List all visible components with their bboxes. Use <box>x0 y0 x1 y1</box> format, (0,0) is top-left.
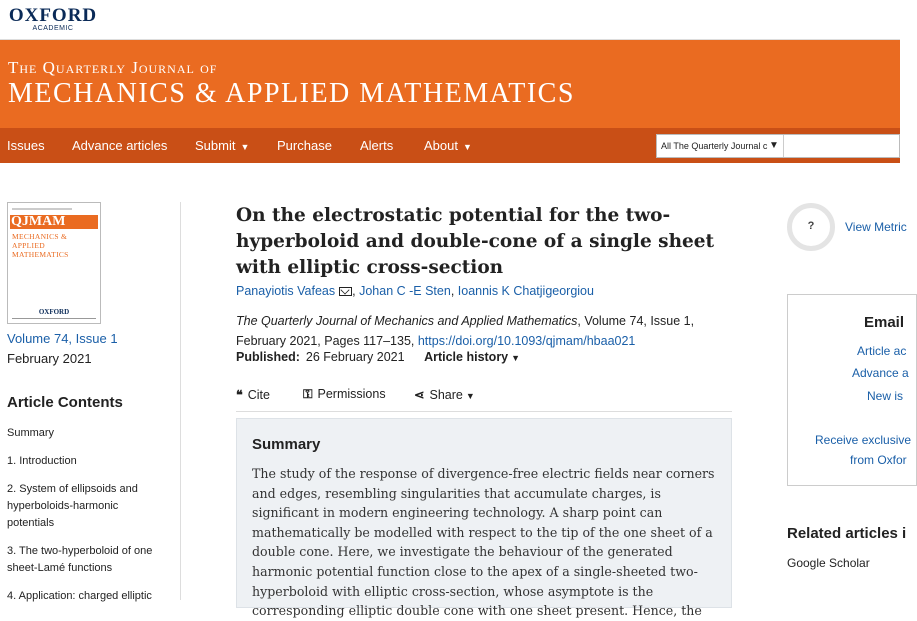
search-box <box>656 134 900 158</box>
published-label: Published: <box>236 350 300 364</box>
banner-line-1: The Quarterly Journal of <box>8 58 218 77</box>
toc-item-introduction[interactable]: 1. Introduction <box>7 455 77 467</box>
quote-icon: ❝ <box>236 388 243 402</box>
google-scholar-link[interactable]: Google Scholar <box>787 556 870 570</box>
nav-advance-articles[interactable]: Advance articles <box>72 138 168 153</box>
altmetric-badge[interactable]: ? <box>787 203 835 251</box>
chevron-down-icon: ▼ <box>240 142 250 152</box>
article-history-toggle[interactable]: Article history ▼ <box>424 350 521 364</box>
summary-heading: Summary <box>252 436 321 453</box>
related-articles-heading: Related articles i <box>787 525 907 542</box>
author-link[interactable]: Johan C -E Sten <box>359 284 451 298</box>
table-of-contents <box>7 425 167 616</box>
article-title: On the electrostatic potential for the two-hyperboloid and double-cone of a single sheet with elliptic cross-section <box>236 205 715 278</box>
chevron-down-icon: ▼ <box>462 142 472 152</box>
column-divider <box>180 202 181 600</box>
toc-item-section-4[interactable]: 4. Application: charged elliptic <box>7 590 152 602</box>
cover-publisher: OXFORD <box>38 308 70 316</box>
issue-date: February 2021 <box>7 351 92 366</box>
banner-line-2: MECHANICS & APPLIED MATHEMATICS <box>8 78 575 109</box>
nav-purchase[interactable]: Purchase <box>277 138 332 153</box>
summary-text: The study of the response of divergence-free electric fields near corners and edges, resembling singularities that accumulate charges, is significant in modern engineering technology. A sharp point can mathematically be modelled with respect to the tip of the one sheet of a double cone. Here, we investigate the behaviour of the generated harmonic potential function close to the apex of a single-sheeted two-hyperboloid with elliptic cross-section, whose asymptote is the corresponding elliptic double cone with one sheet present. Hence, the <box>252 466 715 619</box>
published-line <box>236 350 520 364</box>
logo-sub: ACADEMIC <box>32 25 74 32</box>
chevron-down-icon: ▼ <box>465 391 475 401</box>
citation-journal: The Quarterly Journal of Mechanics and Applied Mathematics <box>236 314 578 328</box>
toc-item-summary[interactable]: Summary <box>7 427 55 439</box>
mail-icon[interactable] <box>339 287 352 296</box>
author-link[interactable]: Panayiotis Vafeas <box>236 284 336 298</box>
view-metrics-link[interactable]: View Metric <box>845 220 907 234</box>
cover-abbr: QJMAM <box>11 214 66 229</box>
permissions-button[interactable]: ⚿ Permissions <box>303 387 386 401</box>
alert-link-from-oxford[interactable]: from Oxfor <box>850 453 907 467</box>
share-button[interactable]: ⋖ Share ▼ <box>414 388 475 402</box>
search-scope-select[interactable]: All The Quarterly Journal c <box>661 141 768 151</box>
nav-issues[interactable]: Issues <box>7 138 45 153</box>
alert-link-article-activity[interactable]: Article ac <box>857 344 907 358</box>
toc-item-section-2[interactable]: 2. System of ellipsoids and hyperboloids-harmonic potentials <box>7 483 138 529</box>
cite-button[interactable]: ❝ Cite <box>236 388 270 402</box>
citation-details: , Volume 74, Issue 1, February 2021, Pages 117–135, <box>236 314 695 348</box>
key-icon: ⚿ <box>303 387 313 401</box>
article-actions <box>236 387 732 412</box>
nav-submit[interactable]: Submit ▼ <box>195 138 250 153</box>
toc-item-section-3[interactable]: 3. The two-hyperboloid of one sheet-Lamé functions <box>7 545 153 574</box>
article-contents-heading: Article Contents <box>7 394 123 411</box>
issue-link[interactable]: Volume 74, Issue 1 <box>7 331 118 346</box>
journal-banner[interactable] <box>0 40 900 128</box>
doi-link[interactable]: https://doi.org/10.1093/qjmam/hbaa021 <box>417 334 636 348</box>
author-list: Panayiotis Vafeas , Johan C -E Sten, Ioannis K Chatjigeorgiou <box>236 284 594 298</box>
cover-title: MECHANICS & APPLIED MATHEMATICS <box>12 232 69 259</box>
chevron-down-icon: ▼ <box>511 353 521 363</box>
alert-link-receive-exclusive[interactable]: Receive exclusive <box>815 433 912 447</box>
author-link[interactable]: Ioannis K Chatjigeorgiou <box>457 284 594 298</box>
email-alerts-panel <box>787 294 917 486</box>
logo-name: OXFORD <box>8 5 98 26</box>
nav-about[interactable]: About ▼ <box>424 138 472 153</box>
search-input[interactable] <box>783 135 899 157</box>
journal-cover-image[interactable] <box>7 202 101 324</box>
published-date: 26 February 2021 <box>305 350 405 364</box>
nav-alerts[interactable]: Alerts <box>360 138 394 153</box>
top-bar <box>0 0 900 40</box>
share-icon: ⋖ <box>414 388 425 402</box>
summary-panel <box>236 418 732 619</box>
alert-link-new-issue[interactable]: New is <box>867 389 904 403</box>
alerts-heading: Email <box>864 314 905 331</box>
oxford-academic-logo[interactable] <box>7 6 99 33</box>
chevron-down-icon[interactable]: ▼ <box>769 140 779 151</box>
citation-info <box>236 311 716 351</box>
alert-link-advance-articles[interactable]: Advance a <box>852 366 909 380</box>
